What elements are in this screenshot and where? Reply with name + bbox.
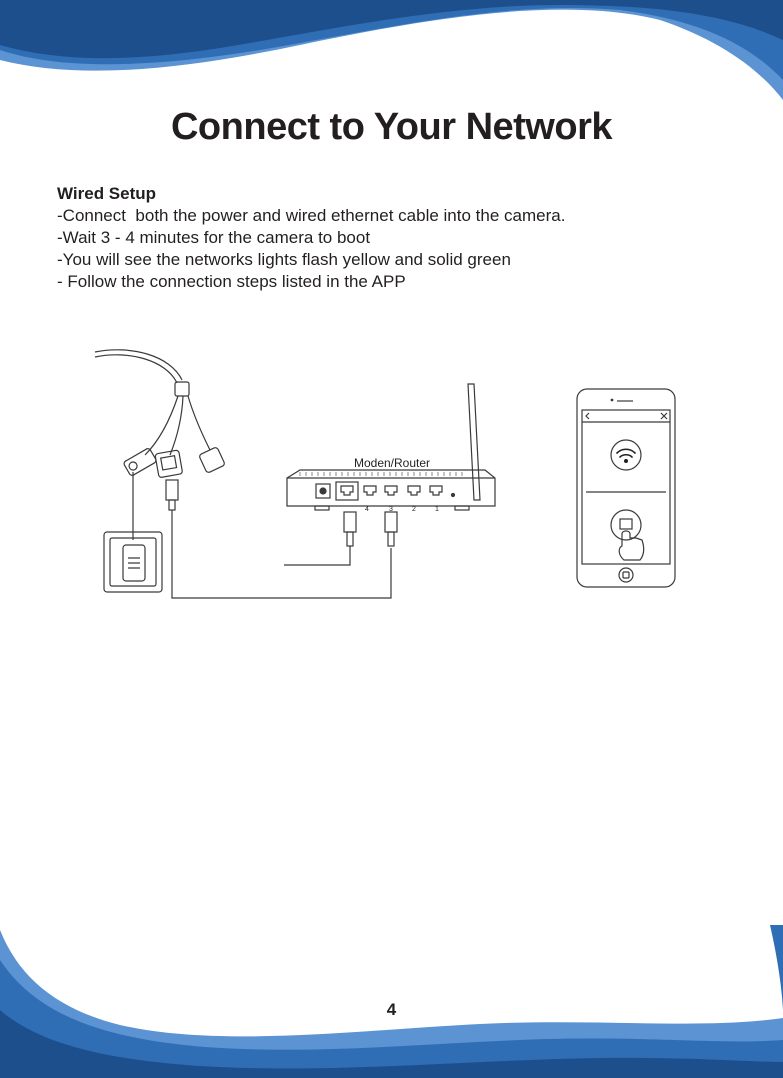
power-outlet-frame [104, 532, 162, 592]
router-antenna [468, 384, 480, 500]
back-icon [586, 413, 589, 419]
ethernet-lead [170, 396, 183, 455]
router-plug-1 [344, 512, 356, 532]
camera-ethernet-port-icon [155, 450, 183, 478]
router-lan-ports [336, 482, 442, 500]
wan-cable [284, 546, 350, 565]
camera-to-router-cable [172, 510, 391, 598]
top-wave-dark [0, 0, 783, 58]
setup-step-4: - Follow the connection steps listed in the APP [57, 272, 406, 291]
port-number-3: 3 [389, 506, 393, 513]
connection-diagram [0, 330, 783, 610]
setup-step-2: -Wait 3 - 4 minutes for the camera to boot [57, 228, 371, 247]
wired-option-button[interactable] [611, 510, 641, 540]
router-label: Moden/Router [353, 456, 431, 470]
phone-screen [582, 410, 670, 564]
setup-step-3: -You will see the networks lights flash yellow and solid green [57, 250, 511, 269]
port-number-1: 1 [435, 506, 439, 513]
setup-step-1: -Connect both the power and wired ethernet cable into the camera. [57, 206, 566, 225]
wifi-icon [617, 449, 635, 462]
close-icon [661, 413, 667, 419]
phone-body [577, 389, 675, 587]
router-plug-2 [385, 512, 397, 532]
wired-setup-section [57, 183, 565, 293]
right-edge-wave [770, 925, 783, 1010]
home-button[interactable] [619, 568, 633, 582]
port-number-4: 4 [365, 506, 369, 513]
camera-main-cable [95, 350, 182, 380]
cable-splitter [175, 382, 189, 396]
wired-setup-heading: Wired Setup [57, 184, 157, 203]
page-number: 4 [386, 1000, 397, 1019]
reset-connector-icon [199, 447, 226, 474]
router-vent-ticks [300, 472, 462, 476]
camera-main-cable-inner [95, 355, 177, 383]
page-title: Connect to Your Network [170, 106, 612, 148]
camera-rj45-plug [166, 480, 178, 500]
power-connector-icon [123, 448, 157, 477]
reset-lead [188, 396, 210, 450]
port-number-2: 2 [412, 506, 416, 513]
tap-hand-icon [619, 531, 643, 560]
